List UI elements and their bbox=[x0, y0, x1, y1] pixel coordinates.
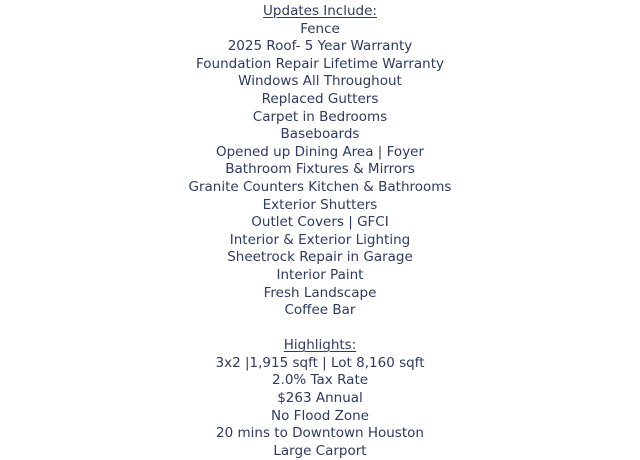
highlight-item: No Flood Zone bbox=[271, 407, 369, 424]
section-spacer bbox=[0, 320, 640, 338]
update-item: Interior & Exterior Lighting bbox=[229, 231, 411, 248]
highlights-heading: Highlights: bbox=[283, 337, 357, 354]
update-item: Foundation Repair Lifetime Warranty bbox=[195, 55, 445, 72]
update-item: Opened up Dining Area | Foyer bbox=[215, 143, 425, 160]
update-item: Fence bbox=[300, 20, 340, 37]
update-item: Baseboards bbox=[280, 126, 360, 143]
update-item: Granite Counters Kitchen & Bathrooms bbox=[188, 178, 452, 195]
highlight-item: $263 Annual bbox=[277, 390, 363, 407]
update-item: 2025 Roof- 5 Year Warranty bbox=[227, 38, 413, 55]
update-item: Sheetrock Repair in Garage bbox=[227, 249, 413, 266]
update-item: Interior Paint bbox=[276, 266, 364, 283]
update-item: Carpet in Bedrooms bbox=[252, 108, 388, 125]
update-item: Exterior Shutters bbox=[262, 196, 378, 213]
highlight-item: 3x2 |1,915 sqft | Lot 8,160 sqft bbox=[215, 354, 425, 371]
highlight-item: Large Carport bbox=[273, 442, 367, 459]
update-item: Coffee Bar bbox=[284, 302, 356, 319]
highlight-item: 2.0% Tax Rate bbox=[271, 372, 369, 389]
highlights-list bbox=[0, 355, 640, 460]
update-item: Outlet Covers | GFCI bbox=[251, 214, 389, 231]
update-item: Windows All Throughout bbox=[238, 73, 402, 90]
update-item: Replaced Gutters bbox=[261, 90, 379, 107]
updates-list bbox=[0, 21, 640, 320]
highlight-item: 20 mins to Downtown Houston bbox=[216, 425, 424, 442]
update-item: Bathroom Fixtures & Mirrors bbox=[225, 161, 415, 178]
updates-heading: Updates Include: bbox=[263, 3, 377, 19]
update-item: Fresh Landscape bbox=[263, 284, 377, 301]
